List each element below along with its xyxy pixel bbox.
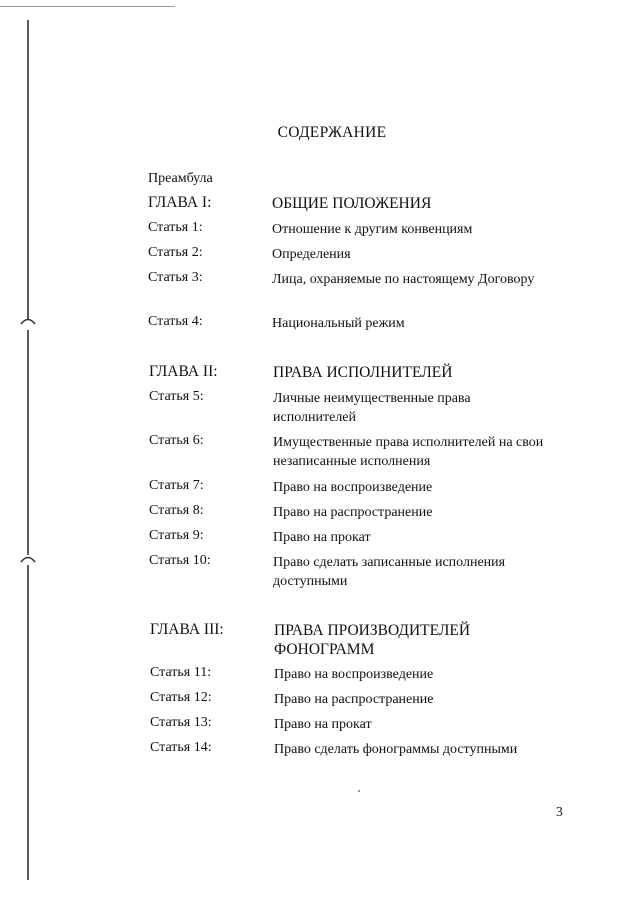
article-title: Право на воспроизведение <box>274 667 434 682</box>
article-label: Статья 4: <box>148 314 203 329</box>
article-label: Статья 9: <box>149 528 204 543</box>
article-label: Статья 11: <box>150 665 212 680</box>
article-label: Статья 13: <box>150 715 212 730</box>
article-title: Право на воспроизведение <box>273 480 433 495</box>
article-label: Статья 12: <box>150 690 212 705</box>
article-title: Право на распространение <box>274 692 434 707</box>
chapter-label: ГЛАВА II: <box>149 363 218 380</box>
article-title: Право на прокат <box>274 717 372 732</box>
article-label: Статья 3: <box>148 270 203 285</box>
article-label: Статья 1: <box>148 220 203 235</box>
chapter-title: ПРАВА ИСПОЛНИТЕЛЕЙ <box>273 364 453 381</box>
article-label: Статья 10: <box>149 553 211 568</box>
chapter-title: ОБЩИЕ ПОЛОЖЕНИЯ <box>272 195 432 212</box>
article-title: Право на прокат <box>273 530 371 545</box>
article-title: Отношение к другим конвенциям <box>272 222 473 237</box>
article-label: Статья 2: <box>148 245 203 260</box>
preamble-entry[interactable]: Преамбула <box>148 171 213 186</box>
chapter-label: ГЛАВА III: <box>150 621 224 638</box>
article-label: Статья 14: <box>150 740 212 755</box>
article-title: Определения <box>272 247 351 262</box>
article-title: Национальный режим <box>272 316 405 331</box>
article-title: Имущественные права исполнителей на свои незаписанные исполнения <box>273 435 544 469</box>
article-label: Статья 5: <box>149 389 204 404</box>
chapter-label: ГЛАВА I: <box>148 194 212 211</box>
page-number: 3 <box>556 804 563 819</box>
page-title: СОДЕРЖАНИЕ <box>277 124 387 141</box>
article-label: Статья 6: <box>149 433 204 448</box>
article-title: Право сделать записанные исполнения доступными <box>273 555 506 589</box>
article-title: Право сделать фонограммы доступными <box>274 742 518 757</box>
article-label: Статья 8: <box>149 503 204 518</box>
chapter-title: ПРАВА ПРОИЗВОДИТЕЛЕЙ ФОНОГРАММ <box>274 622 471 658</box>
article-title: Право на распространение <box>273 505 433 520</box>
article-label: Статья 7: <box>149 478 204 493</box>
article-title: Лица, охраняемые по настоящему Договору <box>272 272 535 287</box>
article-title: Личные неимущественные права исполнителей <box>273 391 471 425</box>
